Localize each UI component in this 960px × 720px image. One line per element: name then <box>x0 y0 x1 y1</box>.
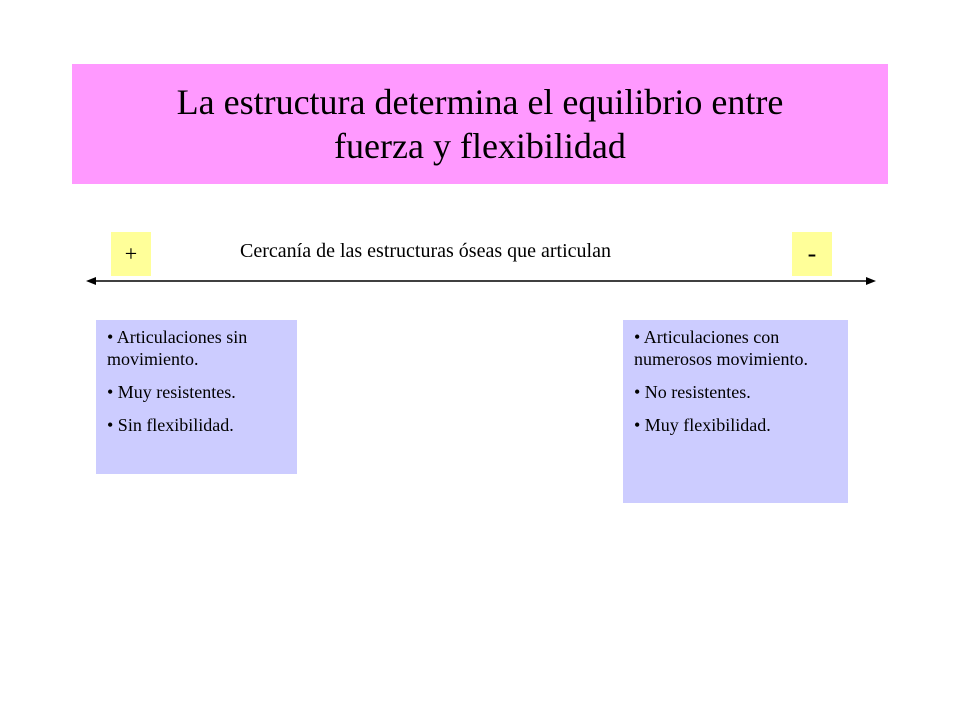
right-arrowhead-icon <box>866 277 876 285</box>
list-item: • No resistentes. <box>634 382 751 402</box>
list-item: • Muy resistentes. <box>107 382 236 402</box>
minus-marker: - <box>792 232 832 276</box>
plus-marker: + <box>111 232 151 276</box>
title-line-1: La estructura determina el equilibrio entre <box>176 82 784 122</box>
title-banner <box>72 64 888 184</box>
list-item: • Sin flexibilidad. <box>107 415 234 435</box>
left-arrowhead-icon <box>86 277 96 285</box>
double-arrow-axis <box>86 274 876 288</box>
title-line-2: fuerza y flexibilidad <box>334 126 626 166</box>
rigid-joints-box <box>96 320 297 474</box>
axis-label: Cercanía de las estructuras óseas que articulan <box>240 240 611 262</box>
list-item: • Articulaciones con numerosos movimiento. <box>634 327 808 369</box>
list-item: • Muy flexibilidad. <box>634 415 771 435</box>
page-title <box>177 80 784 168</box>
mobile-joints-box <box>623 320 848 503</box>
list-item: • Articulaciones sin movimiento. <box>107 327 248 369</box>
